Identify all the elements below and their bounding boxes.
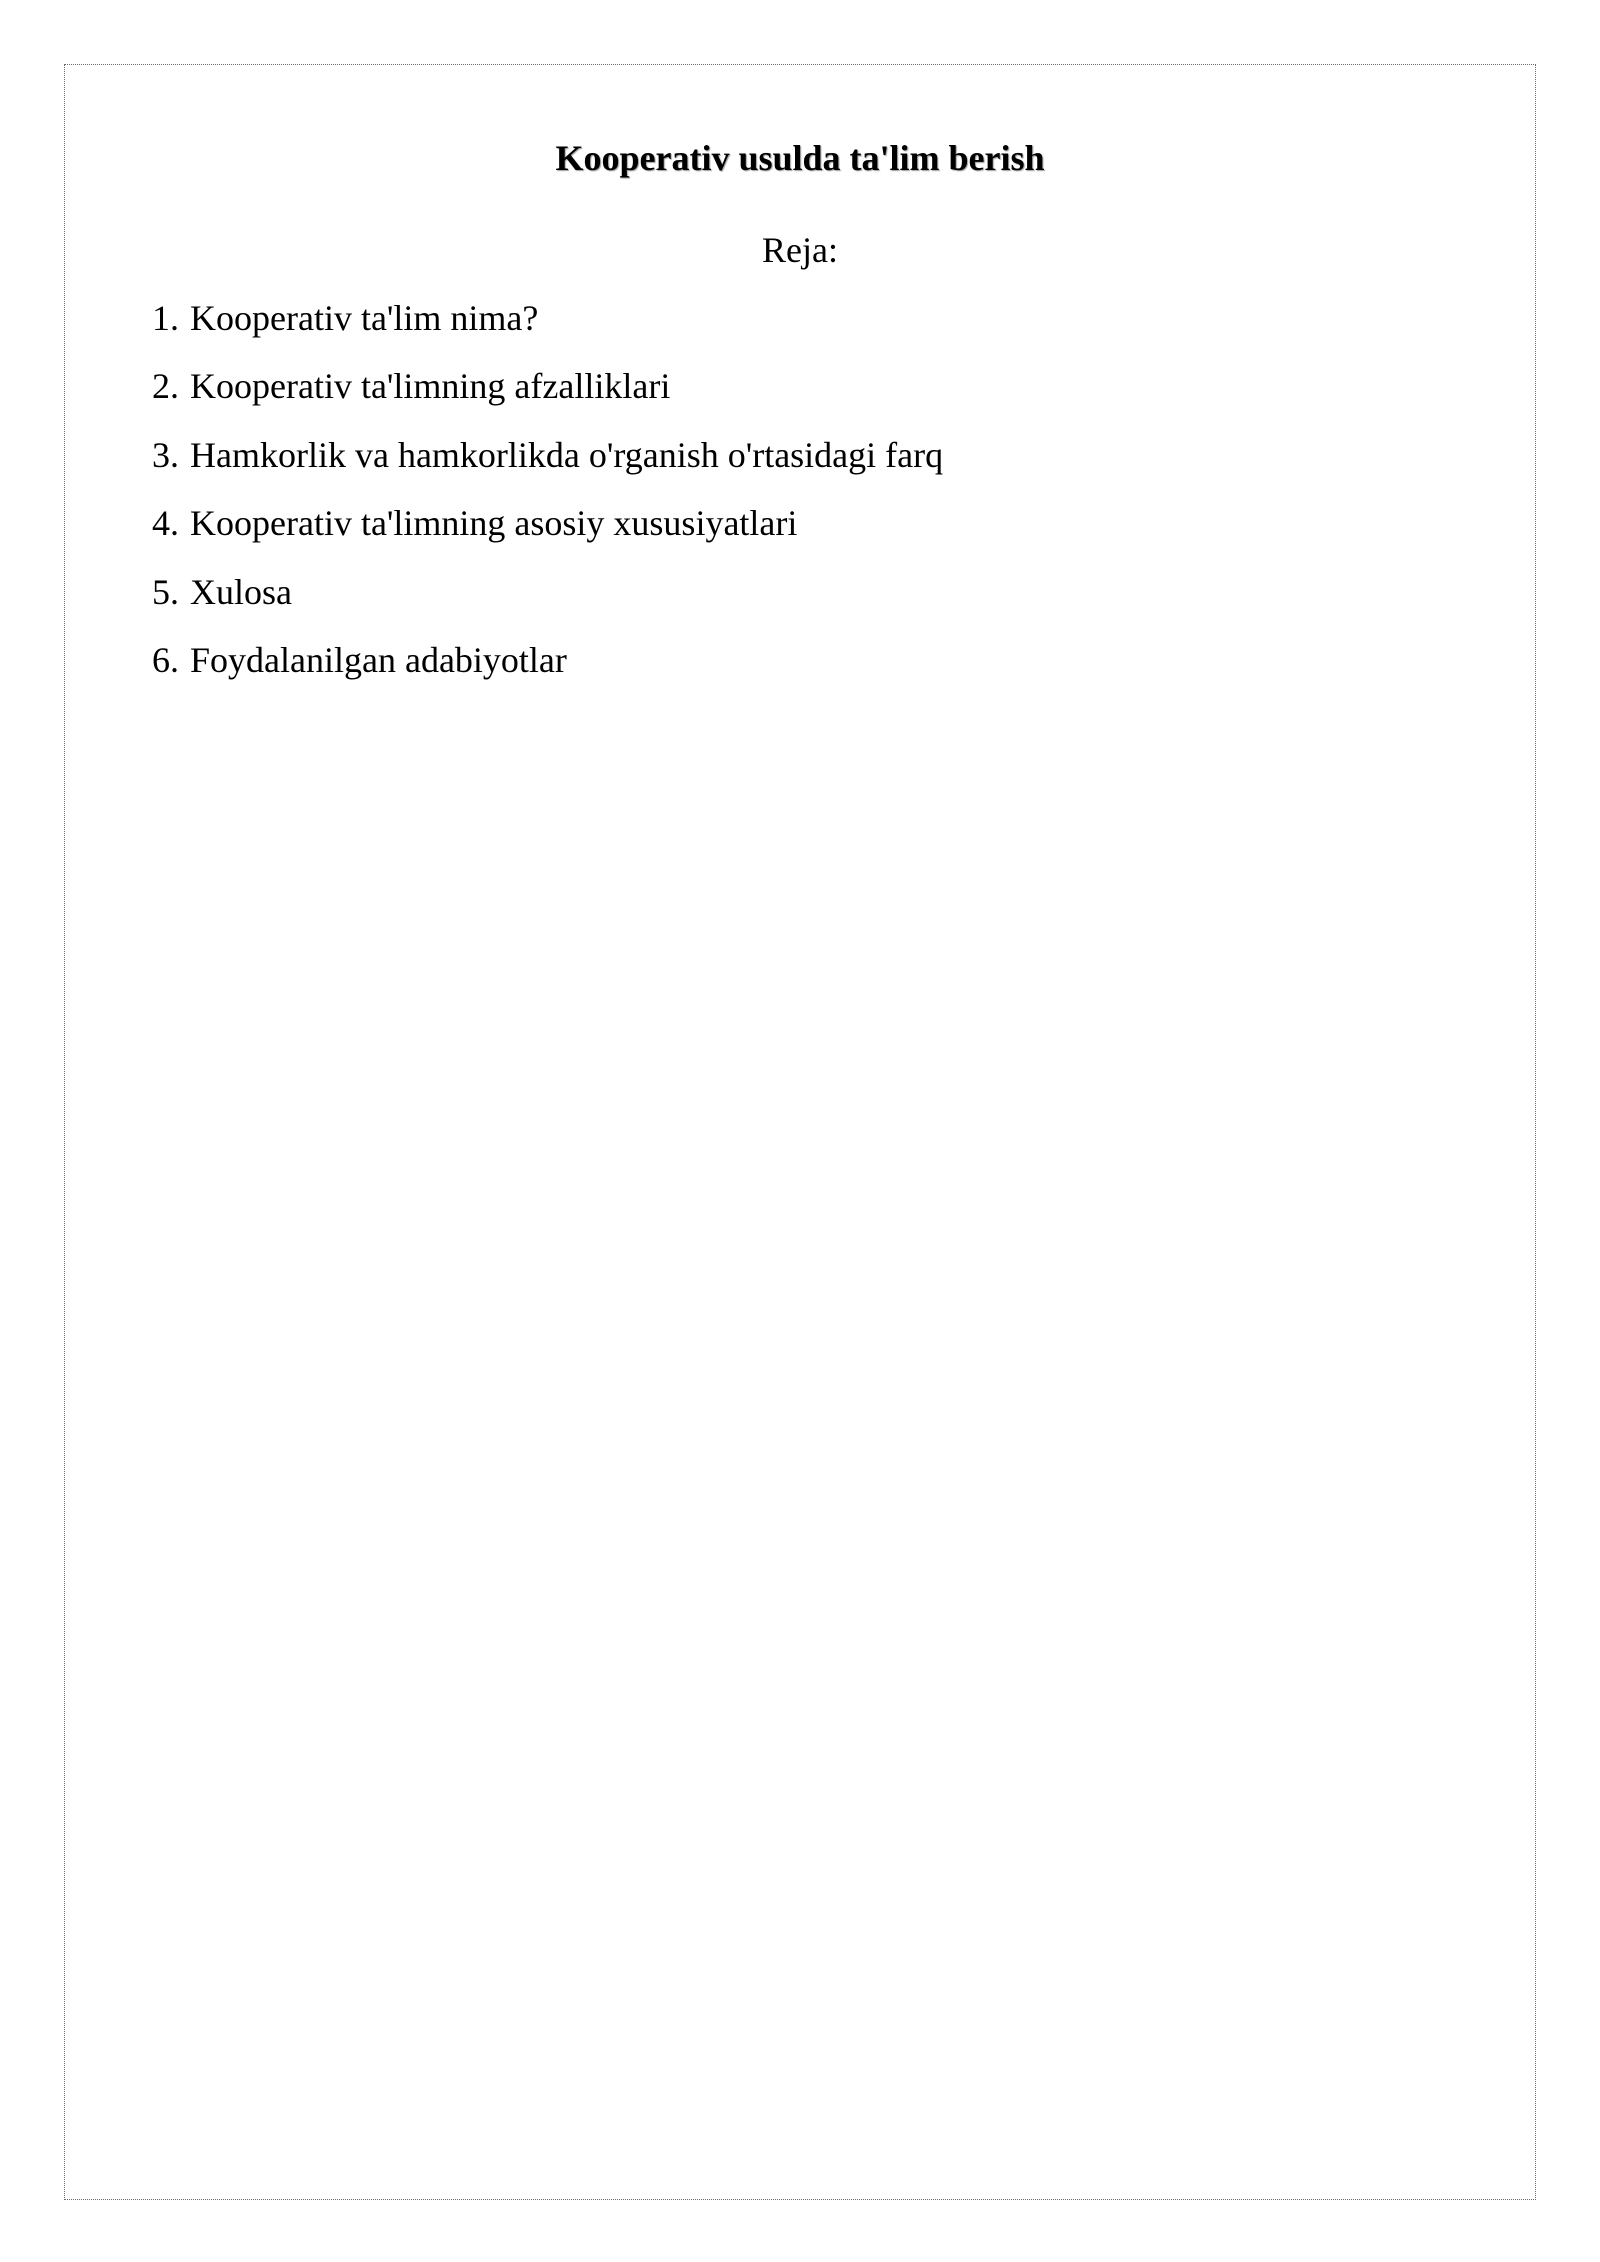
plan-item-number: 6. — [152, 639, 179, 680]
plan-item-text: Kooperativ ta'lim nima? — [190, 298, 539, 338]
plan-item — [152, 564, 943, 620]
plan-item — [152, 427, 943, 483]
plan-item-text: Kooperativ ta'limning asosiy xususiyatlari — [190, 503, 798, 544]
plan-item-number: 4. — [152, 503, 179, 544]
plan-item-number: 3. — [152, 434, 179, 475]
plan-item — [152, 495, 943, 551]
plan-item-number: 5. — [152, 571, 179, 612]
plan-item-number: 2. — [152, 366, 179, 407]
plan-heading: Reja: — [762, 230, 838, 270]
plan-item-number: 1. — [152, 298, 179, 338]
plan-item-text: Kooperativ ta'limning afzalliklari — [190, 366, 671, 407]
plan-item-text: Hamkorlik va hamkorlikda o'rganish o'rtasidagi farq — [190, 434, 944, 475]
plan-item — [152, 632, 943, 688]
plan-item — [152, 358, 943, 414]
plan-list — [152, 290, 943, 700]
plan-item — [152, 290, 943, 346]
plan-item-text: Xulosa — [190, 571, 292, 612]
plan-item-text: Foydalanilgan adabiyotlar — [190, 639, 567, 680]
document-title: Kooperativ usulda ta'lim berish — [555, 138, 1045, 178]
